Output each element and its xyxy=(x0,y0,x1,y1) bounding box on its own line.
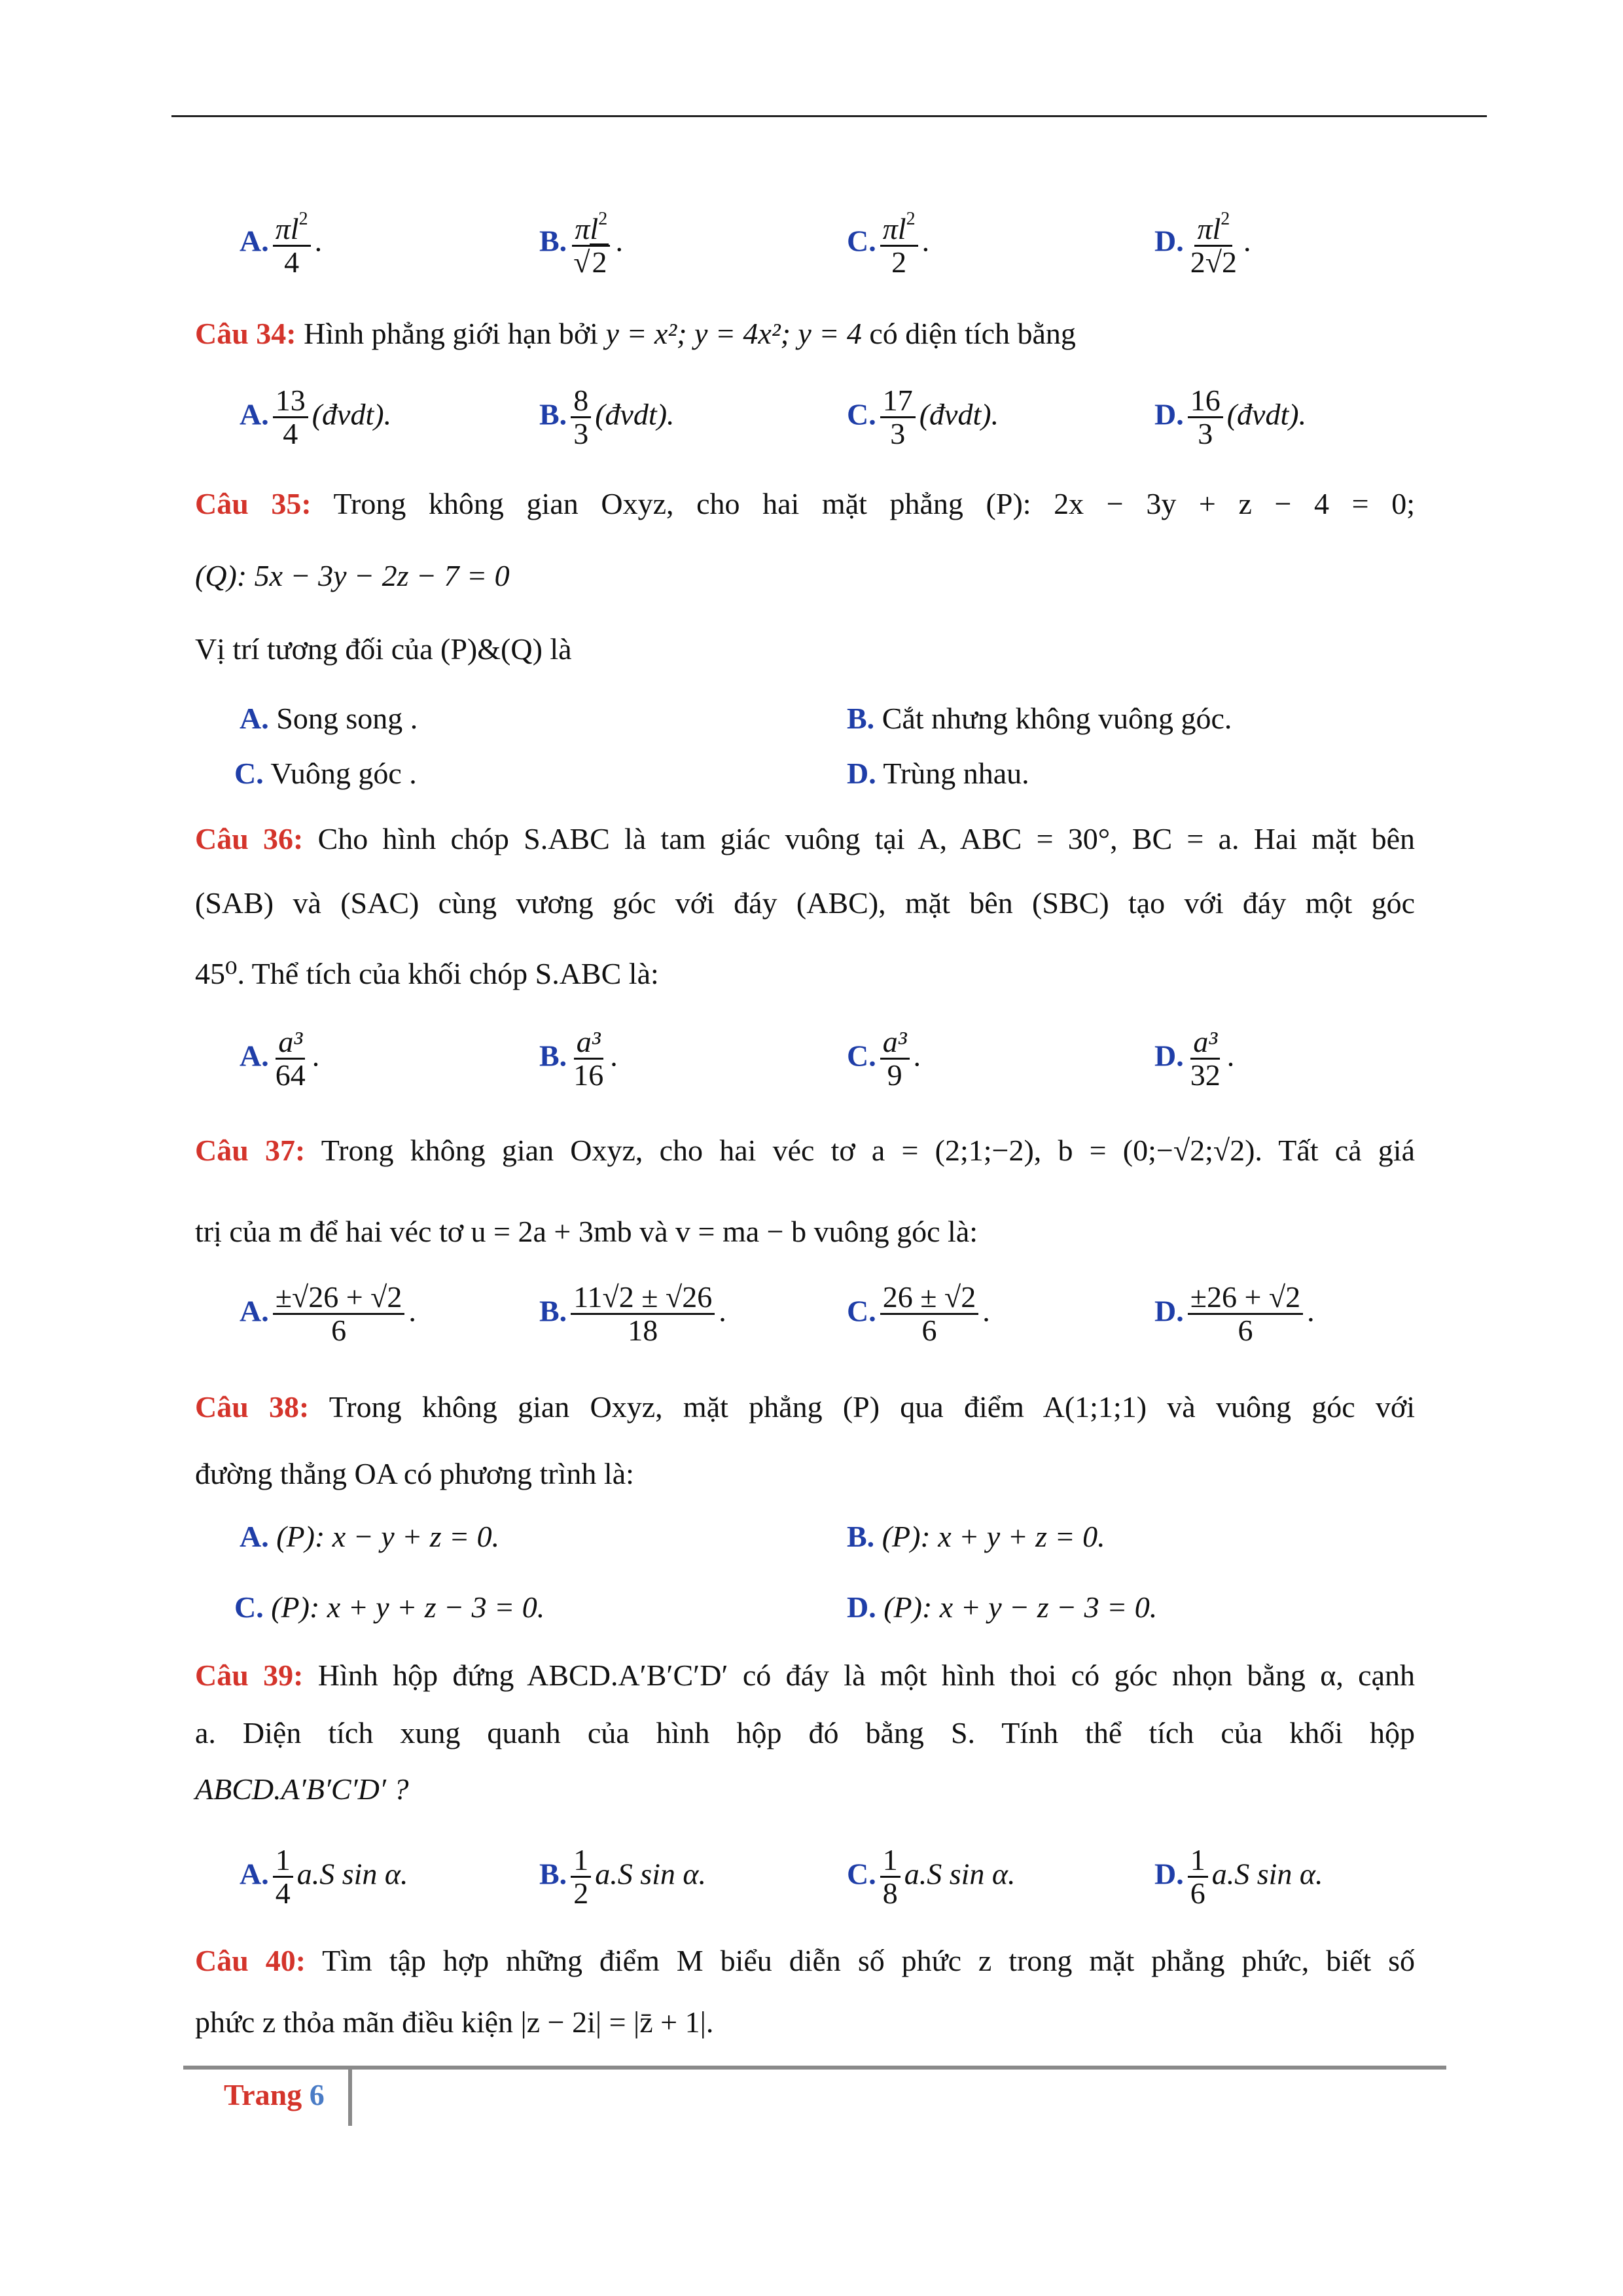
q39-option-b: B. $\frac{1}{2}$ a.S sin α. xyxy=(539,1843,707,1910)
q38-option-b: B. (P): x + y + z = 0. xyxy=(847,1520,1105,1553)
q36-option-a: A. $\frac{\text{a³}}{64}$ . xyxy=(240,1025,320,1092)
q34-option-c: C. $\frac{17}{3}$ (đvdt). xyxy=(847,384,999,451)
q39-line-2: a. Diện tích xung quanh của hình hộp đó bằng S. Tính thể tích của khối hộp xyxy=(195,1716,1415,1749)
question-39: Câu 39: Hình hộp đứng ABCD.A′B′C′D′ có đáy là một hình thoi có góc nhọn bằng α, cạnh xyxy=(195,1659,1416,1692)
q35-option-d: D. Trùng nhau. xyxy=(847,757,1029,790)
q35-line-2: (Q): 5x − 3y − 2z − 7 = 0 xyxy=(195,559,510,592)
question-34: Câu 34: Hình phẳng giới hạn bởi y = x²; y = 4x²; y = 4 có diện tích bằng xyxy=(195,317,1076,350)
q39-option-d: D. $\frac{1}{6}$ a.S sin α. xyxy=(1154,1843,1323,1910)
q38-option-d: D. (P): x + y − z − 3 = 0. xyxy=(847,1590,1158,1624)
q36-option-d: D. $\frac{\text{a³}}{32}$ . xyxy=(1154,1025,1235,1092)
q39-line-3: ABCD.A′B′C′D′ ? xyxy=(195,1772,409,1806)
q33-option-c: C. $\frac{\pi l^2}{2}$ . xyxy=(847,209,930,279)
q38-option-c: C. (P): x + y + z − 3 = 0. xyxy=(234,1590,545,1624)
q34-option-d: D. $\frac{16}{3}$ (đvdt). xyxy=(1154,384,1307,451)
question-37: Câu 37: Trong không gian Oxyz, cho hai véc tơ a = (2;1;−2), b = (0;−√2;√2). Tất cả giá xyxy=(195,1134,1415,1167)
q37-option-a: A. $\frac{\pm√26 + √2}{6}$ . xyxy=(240,1280,416,1348)
q35-option-a: A. Song song . xyxy=(240,702,418,735)
q35-option-c: C. Vuông góc . xyxy=(234,757,417,790)
q34-option-a: A. $\frac{13}{4}$ (đvdt). xyxy=(240,384,392,451)
q36-option-b: B. $\frac{\text{a³}}{16}$ . xyxy=(539,1025,618,1092)
q36-option-c: C. $\frac{\text{a³}}{9}$ . xyxy=(847,1025,921,1092)
q33-option-a: A. $\frac{\pi l^2}{4}$ . xyxy=(240,209,323,279)
question-38: Câu 38: Trong không gian Oxyz, mặt phẳng (P) qua điểm A(1;1;1) và vuông góc với xyxy=(195,1390,1415,1424)
q37-option-d: D. $\frac{\pm 26 + √2}{6}$ . xyxy=(1154,1280,1315,1348)
q35-option-b: B. Cắt nhưng không vuông góc. xyxy=(847,702,1232,735)
question-40: Câu 40: Tìm tập hợp những điểm M biểu diễn số phức z trong mặt phẳng phức, biết số xyxy=(195,1944,1416,1977)
q38-line-2: đường thẳng OA có phương trình là: xyxy=(195,1457,634,1490)
q36-line-3: 45⁰. Thể tích của khối chóp S.ABC là: xyxy=(195,957,659,990)
q34-option-b: B. $\frac{8}{3}$ (đvdt). xyxy=(539,384,675,451)
q37-option-b: B. $\frac{11√2 \pm √26}{18}$ . xyxy=(539,1280,726,1348)
q39-option-a: A. $\frac{1}{4}$ a.S sin α. xyxy=(240,1843,408,1910)
q33-option-d: D. $\frac{\pi l^2}{2√2}$ . xyxy=(1154,209,1251,279)
q33-option-b: B. $\frac{\pi l^2}{√2}$ . xyxy=(539,209,623,279)
q37-line-2: trị của m để hai véc tơ u = 2a + 3mb và v = ma − b vuông góc là: xyxy=(195,1215,978,1248)
question-36: Câu 36: Cho hình chóp S.ABC là tam giác vuông tại A, ABC = 30°, BC = a. Hai mặt bên xyxy=(195,822,1415,855)
q40-line-2: phức z thỏa mãn điều kiện |z − 2i| = |z̄ + 1|. xyxy=(195,2005,714,2039)
q36-line-2: (SAB) và (SAC) cùng vương góc với đáy (ABC), mặt bên (SBC) tạo với đáy một góc xyxy=(195,886,1415,920)
q39-option-c: C. $\frac{1}{8}$ a.S sin α. xyxy=(847,1843,1016,1910)
q35-line-3: Vị trí tương đối của (P)&(Q) là xyxy=(195,632,572,666)
footer-rule xyxy=(183,2066,1446,2070)
q38-option-a: A. (P): x − y + z = 0. xyxy=(240,1520,500,1553)
page-number: Trang 6 xyxy=(224,2078,325,2111)
footer-divider xyxy=(348,2068,352,2126)
header-rule xyxy=(171,115,1487,117)
q37-option-c: C. $\frac{26 \pm √2}{6}$ . xyxy=(847,1280,990,1348)
question-35: Câu 35: Trong không gian Oxyz, cho hai mặt phẳng (P): 2x − 3y + z − 4 = 0; xyxy=(195,487,1415,520)
